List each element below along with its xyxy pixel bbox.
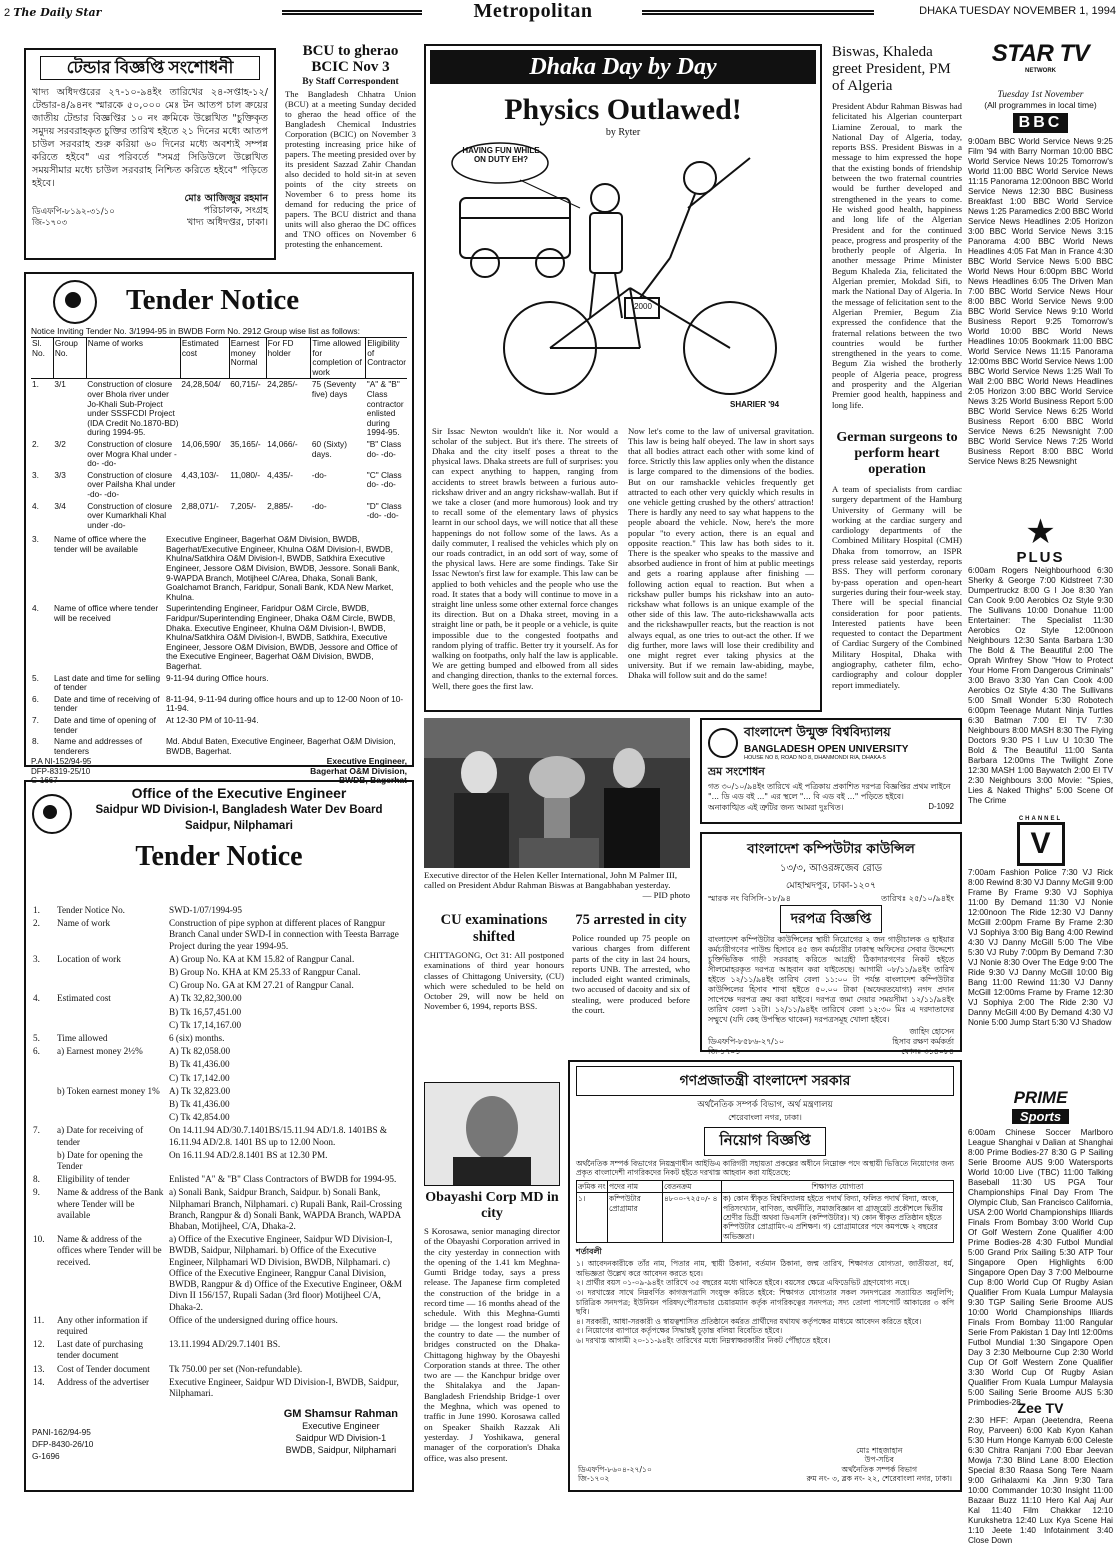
tv-listings	[968, 40, 1114, 1545]
bn-notice-title: টেন্ডার বিজ্ঞপ্তি সংশোধনী	[40, 56, 260, 80]
tender2-sign-2: Saidpur WD Division-1	[295, 1433, 387, 1444]
tender1-sign-3: BWDB, Bagerhat	[338, 775, 407, 786]
ddbd-banner: Dhaka Day by Day	[430, 50, 816, 84]
bcc-ref-1: ডিএফপি-৮৫৮৬-২৭/১০	[708, 1037, 784, 1046]
arrest-story	[572, 912, 690, 1072]
table-row: 4. Estimated cost A) Tk 32,82,300.00	[33, 993, 242, 1004]
bou-body: গত ৩০/১০/৯৪ইং তারিখে এই পত্রিকায় প্রকাশিত দরপত্র বিজ্ঞপ্তির প্রথম লাইনে "... ডি এড বই ..." এর স্থলে "... বি এড বই ..." পড়িতে হইবে।	[708, 782, 951, 801]
bcc-address2: মোহাম্মদপুর, ঢাকা-১২০৭	[785, 881, 877, 891]
bwdb-logo-icon	[53, 280, 97, 324]
masthead-rule-left	[282, 10, 422, 15]
photo1-caption: Executive director of the Helen Keller International, John M Palmer III, called on President Abdur Rahman Biswas at Bangabhaban yesterday. — PID photo	[424, 870, 690, 900]
list-item: 7. Date and time of opening of tender At 12-30 PM of 10-11-94.	[32, 714, 259, 735]
tender2-ref-1: PANI-162/94-95	[32, 1427, 91, 1438]
table-row: B) Group No. KHA at KM 25.33 of Rangpur Canal.	[169, 967, 361, 978]
bou-logo-icon	[708, 728, 738, 758]
bou-correction-notice	[700, 718, 962, 824]
tender2-table	[32, 904, 406, 1400]
cartoon-illustration	[430, 138, 818, 418]
cu-body: CHITTAGONG, Oct 31: All postponed examinations of third year honours classes of Chittagong University, (CU) which were scheduled to be held on October 29, will now be held on November 6, 1994, reports BSS.	[424, 950, 564, 1012]
obayashi-portrait	[424, 1082, 560, 1186]
plus-schedule: 6:00am Rogers Neighbourhood 6:30 Sherky & George 7:00 Kidstreet 7:30 Dumpertruckz 8:00 G I Joe 8:30 Yan Can Cook 9:00 Aerobics Oz Style 9:30 The Sullivans 10:00 Donahue 11:00 Entertainer: The Specialist 11:30 Aerobics Oz Style 12:00noon Neighbours 12:30 Santa Barbara 1:30 The Bold & The Beautiful 2:00 The Oprah Winfrey Show "How to Protect Your Home From Dangerous Criminals" 3:00 Bravo 3:30 Yan Can Cook 4:00 Aerobics Oz Style 4:30 The Sullivans 5:00 Small Wonder 5:30 Robotech 6:00pm Teenage Mutant Ninja Turtles 6:30 Batman 7:00 El TV 7:30 Neighbours 8:00 MASH 8:30 The Flying Doctors 9:30 PS I Luv U 10:30 The Bold & The Beautiful 11:00 Santa Barbara 12:00ms The Twilight Zone 12:30 MASH 1:00 Baywatch 2:00 El TV 2:30 Neighbours 3:00 Movie: "Spies, Lies & Naked Thighs" 5:00 Scene Of The Crime	[968, 566, 1113, 805]
tender2-ref-2: DFP-8430-26/10	[32, 1439, 94, 1450]
prime-logo: PRIME	[1013, 1088, 1068, 1107]
obayashi-headline: Obayashi Corp MD in city	[425, 1190, 559, 1221]
gov-sign-name: মোঃ শাহজাহান	[856, 1445, 903, 1455]
biswas-story	[832, 44, 962, 424]
cu-headline: CU examinations shifted	[440, 912, 548, 945]
list-item: 8. Name and addresses of tenderers Md. Abdul Baten, Executive Engineer, Bagerhat O&M Division, BWDB, Bagerhat.	[32, 736, 396, 756]
ddbd-cartoon	[430, 138, 818, 418]
bou-bn-name: বাংলাদেশ উন্মুক্ত বিশ্ববিদ্যালয়	[744, 724, 891, 739]
tender2-sign-1: Executive Engineer	[302, 1421, 380, 1432]
zee-tv-logo: Zee TV	[1017, 1400, 1064, 1416]
arrest-headline: 75 arrested in city	[575, 912, 687, 928]
bbc-logo: BBC	[1013, 113, 1069, 133]
bcc-title: দরপত্র বিজ্ঞপ্তি	[780, 905, 882, 933]
table-row: 8. Eligibility of tender Enlisted "A" & "B" Class Contractors of BWDB for 1994-95.	[33, 1174, 397, 1185]
plus-star-icon: ★	[1025, 513, 1056, 551]
bn-ref-1: ডিএফপি-৮১৯২-৩১/১০	[32, 206, 115, 217]
section-title: Metropolitan	[473, 0, 593, 22]
cartoon-speech-bubble: HAVING FUN WHILE ON DUTY EH?	[462, 145, 540, 164]
bn-ref-2: জি-১৭০৩	[32, 217, 68, 228]
bcc-date: তারিখঃ ২৫/১০/৯৪ইং	[881, 893, 954, 903]
bcc-name: বাংলাদেশ কম্পিউটার কাউন্সিল	[747, 841, 915, 857]
govt-recruitment-notice	[568, 1060, 962, 1492]
bcc-phone: ফোনঃ ৩১৪০৮৪	[901, 1047, 954, 1056]
table-row: B) Tk 41,436.00	[169, 1059, 230, 1070]
table-row: C) Tk 42,854.00	[169, 1112, 230, 1123]
gov-heading: নিয়োগ বিজ্ঞপ্তি	[704, 1127, 825, 1156]
gov-intro: অর্থনৈতিক সম্পর্ক বিভাগের নিয়ন্ত্রণাধীন আইডিএ কারিগরী সহায়তা প্রকল্পের অধীনে নিম্নোক্ত পদে অস্থায়ী ভিত্তিতে নিয়োগের জন্য প্রকৃত বাংলাদেশী নাগরিকদের নিকট হইতে দরখাস্ত আহবান করা যাইতেছে:	[576, 1159, 954, 1178]
table-row: 7. a) Date for receiving of tender On 14.11.94 AD/30.7.1401BS/15.11.94 AD/1.8. 1401BS & 16.11.94 AD/2.8. 1401 BS up to 12.00 Noon.	[33, 1125, 388, 1147]
list-item: 5. Last date and time for selling of tender 9-11-94 during Office hours.	[32, 672, 269, 693]
ddbd-byline: by Ryter	[605, 126, 641, 138]
tender2-ref-3: G-1696	[32, 1451, 60, 1462]
gov-sub: অর্থনৈতিক সম্পর্ক বিভাগ, অর্থ মন্ত্রণালয়	[697, 1100, 833, 1110]
gov-sign-office: অর্থনৈতিক সম্পর্ক বিভাগ	[841, 1464, 918, 1474]
gov-title: গণপ্রজাতন্ত্রী বাংলাদেশ সরকার	[576, 1066, 954, 1096]
table-row: 1. 3/1 Construction of closure over Bhola river under Jo-Khali Sub-Project under SSSFCDI Project (IDA Credit No.1870-BD) during 1994-95. 24,28,504/ 60,715/- 24,285/- 75 (Seventy five) days "A" & "B" Class contractor enlisted during 1994-95.	[32, 379, 404, 438]
table-row: 9. Name & address of the Bank where Tender will be available a) Sonali Bank, Saidpur Branch, Saidpur. b) Sonali Bank, Nilphamari Branch, Nilphamari. c) Rupali Bank, Rail-Crossing Branch, Rangpur & d) Sonali Bank, WAPDA Branch, WAPDA Bhaban, Motijheel, C/A, Dhaka-2.	[33, 1187, 402, 1232]
ddbd-col1: Sir Issac Newton wouldn't like it. Nor would a scholar of the subject. But it's there. The streets of Dhaka and the city itself poses a threat to the physical laws. Dhaka streets are full of surprises: you can expect anything to happen, ranging from accidents to street brawls between a furious auto-rickshaw driver and an angry rickshaw-wallah. But if we take a closer (and more humorous) look and try to recall some of the elementary laws of physics learnt in our school days, we will notice that all these happenings do not follow some of the laws. As a daily commuter, I realised the vehicles which ply on our roads contradict, in an odd sort of way, some of the physical laws. Here are some findings. Take Sir Issac Newton's first law for example. This law can be applied to both vehicles and the people who use the road. It states that a body will continue to move in a straight line unless some other external force changes its direction. But on a Dhaka street, moving in a straight line or path, be it people or a vehicle, is quite impossible due to the congested footpaths and random plying of traffic. Better try it yourself. As for walking on footpaths, only half the law is applicable. We are getting bumped and elbowed from all sides and changing direction, thanks to the external forces. Well, there goes the first law.	[432, 425, 618, 691]
obayashi-story	[424, 1082, 560, 1492]
obayashi-body: S Korosawa, senior managing director of the Obayashi Corporation arrived in the city yesterday in connection with the opening of the 1.41 km Meghna-Gumti Bridge today, says a press release. The Japanese firm completed the construction of the bridge in a record time — 16 months ahead of the schedule. With this Meghna-Gumti bridge — the longest road bridge of the country to date — the number of bridges constructed on the Dhaka-Chittagong highway by the Obayeshi Corporation stands at three. The other two are — the Kanchpur bridge over the Shitalakya and the Japan-Bangladesh Friendship Bridge-1 over the Meghna, which was opened to traffic in June 1990. Korosawa called on Speaker Shaikh Razzak Ali yesterday. J Yoshikawa, general manager of the corporation's Dhaka office, was also present.	[424, 1226, 560, 1463]
gov-table: ক্রমিক নং পদের নাম বেতনক্রম শিক্ষাগত যোগ্যতা ১। কম্পিউটার প্রোগ্রামার ৪৮০০-৭২৫০/- ৪ ক) কোন স্বীকৃত বিশ্ববিদ্যালয় হইতে পদার্থ বিদ্যা, ফলিত পদার্থ বিদ্যা, অংক, পরিসংখ্যান, বাণিজ্য, অর্থনীতি, সমাজবিজ্ঞান বা গ্রাজুয়েট প্রকৌশলে দ্বিতীয় শ্রেণীর ডিগ্রী অথবা ডিএসসি (কম্পিউটার)। খ) কোন স্বীকৃত প্রতিষ্ঠান হইতে কম্পিউটার প্রোগ্রামিং-এ প্রশিক্ষণ। গ) প্রোগ্রামারের পদে কমপক্ষে ২ বছরের অভিজ্ঞতা।	[576, 1180, 954, 1243]
dateline: DHAKA TUESDAY NOVEMBER 1, 1994	[919, 5, 1116, 17]
gov-ref-1: ডিএফপি-৮৬০৪-২৭/১০	[578, 1464, 652, 1474]
channel-v-schedule: 7:00am Fashion Police 7:30 VJ Rick 8:00 Rewind 8:30 VJ Danny McGill 9:00 Frame By Frame 9:30 VJ Sophiya 11:00 By Demand 11:30 VJ Nonie 12:00noon The Ride 12:30 VJ Danny McGill 2:00pm Frame By Frame 2:30 VJ Sophiya 3:00 Big Bang 4:00 Rewind 4:30 VJ Danny McGill 5:00 The Vibe 5:30 VJ Ruby 7:00pm By Demand 7:30 VJ Nonie 8:30 Over The Edge 9:00 The Ride 9:30 VJ Danny McGill 10:00 Big Bang 11:00 Rewind 11:30 VJ Danny McGill 12:00ms Frame by Frame 12:30 VJ Sophiya 2:00 The Ride 2:30 VJ Danny McGill 4:00 By Demand 4:30 VJ Nonie 5:00 Jump Start 5:30 VJ Shadow	[968, 868, 1113, 1027]
table-row: 10. Name & address of the offices where Tender will be received. a) Office of the Executive Engineer, Saidpur WD Division-I, BWDB, Saidpur, Nilphamari. b) Office of the Executive Engineer, Nilphamari WD Division, BWDB, Nilphamari. c) Office of the Executive Engineer, Rangpur Canal Division, BWDB, Rangpur & d) Office of the Executive Engineer, O&M Divn II 156/157, Rupali Sadan (3rd floor) Motijheel C/A, Dhaka-2.	[33, 1234, 402, 1312]
cartoon-signature: SHARIER '94	[730, 399, 780, 409]
gov-sign-addr: রুম নং- ৩, ব্লক নং- ২২, শেরেবাংলা নগর, ঢাকা।	[806, 1474, 952, 1484]
gov-sub2: শেরেবাংলা নগর, ঢাকা।	[728, 1113, 802, 1122]
table-row: 11. Any other information if required Office of the undersigned during office hours.	[33, 1314, 338, 1336]
masthead-rule-right	[642, 10, 874, 15]
table-row: 4. 3/4 Construction of closure over Kumarkhali Khal under -do- 2,88,071/- 7,205/- 2,885/- -do- "D" Class -do- -do-	[32, 500, 402, 530]
bn-notice-body: খাদ্য অধিদপ্তরের ২৭-১০-৯৪ইং তারিখের ২৪-সপ্তাহ-১২/টেন্ডার-৪/৯৪নং স্মারকে ৫০,০০০ মেঃ টন আতপ চাল ক্রয়ের জাতীয় টেন্ডার বিজ্ঞপ্তির ১০ নং ক্রমিকে উল্লেখিত "চুক্তিকৃত সমুদয় সরবরাহকৃত চুক্তির তারিখ হইতে ২১ দিনের মধ্যে আতপ চাউল সরবরাহ শুরু করিয়া ৬০ দিনের মধ্যে অবশ্যই সম্পন্ন করিতে হইবে" এর পরিবর্তে "সমগ্র সিডিউলে উল্লেখিত সময়সীমার মধ্যে চাউল সরবরাহ নিশ্চিত করিতে হইবে" পড়িতে হইবে।	[32, 86, 268, 189]
bbc-schedule: 9:00am BBC World Service News 9:25 Film '94 with Barry Norman 10:00 BBC World Service News 10:25 Tomorrow's World 11:00 BBC World Service News 11:15 Panorama 12:00noon BBC World Service News 12:30 BBC Business Breakfast 1:00 BBC World Service News 1:25 Paramedics 2:00 BBC World Service News Headlines 2:05 Horizon 3:00 BBC World Service News 3:15 Panorama 4:00 BBC World News Headlines 4:05 Fat Man in France 4:30 BBC World Service News 5:00 BBC World News Hour 6:00pm BBC World News Headlines 6:05 The Driven Man 7:00 BBC World Service News Hour 8:00 BBC World Service News 9:00 BBC World Service News 9:10 World Business Report 9:25 Tomorrow's World 10:00 BBC World News Headlines 10:05 Bookmark 11:00 BBC World Service News 11:15 Panorama 12:00ms BBC World Service News 1:00 BBC World Service News 1:25 Wall To Wall 2:00 BBC World News Headlines 2:05 Horizon 3:00 BBC World Service News 3:25 World Business Report 5:00 BBC World Service News 6:25 World Business Report 6:00 BBC World Service News 6:25 Newsnight 7:00 BBC World Service News 7:25 World Business Report 8:00 BBC World Service News 8:25 Newsnight	[968, 137, 1114, 466]
bn-sign-title: পরিচালক, সংগ্রহ	[203, 204, 268, 216]
bou-footer: অনাকাঙ্খিত এই ত্রুটির জন্য আমরা দুঃখিত।	[708, 803, 844, 812]
list-item: ১। আবেদনকারীকে তাঁর নাম, পিতার নাম, স্থায়ী ঠিকানা, বর্তমান ঠিকানা, জন্ম তারিখ, শিক্ষাগত যোগ্যতা, জাতীয়তা, ধর্ম, অভিজ্ঞতা উল্লেখ করে আবেদন করতে হবে।	[576, 1259, 954, 1278]
arrest-body: Police rounded up 75 people on various charges from different parts of the city in last 24 hours, reports UNB. The arrested, who included eight wanted criminals, two accused of dacoity and six of stealing, were produced before the court.	[572, 933, 690, 1016]
bcc-address1: ১৩/৩, আওরঙ্গজেব রোড	[780, 863, 882, 874]
photo1-credit: — PID photo	[642, 890, 690, 900]
gov-ref-2: জি-১৭০২	[578, 1474, 610, 1484]
tender1-intro: Notice Inviting Tender No. 3/1994-95 in BWDB Form No. 2912 Group wise list as follows:	[31, 326, 360, 336]
table-row: b) Token earnest money 1% A) Tk 32,823.00	[57, 1085, 231, 1096]
zee-schedule: 2:30 HFF: Arpan (Jeetendra, Reena Roy, Parveen) 6:00 Kab Kyon Kahan 5:30 Hum Honge Kamyab 6:00 Celeste 6:30 Chitra Ranjani 7:00 Ebar Jeevan Mowja 7:30 Blind Lane 8:00 Election Special 8:30 Raasa Song Tere Naam 9:00 Grihalaxmi Ka Jinn 9:30 Tara 10:00 Commander 10:30 Insight 11:00 Bazaar Buzz 11:10 Hero Kal Aaj Aur Kal 11:40 Film Chakkar 12:10 Kurukshetra 12:40 Lux Kya Scene Hai 1:10 Jeete 1:40 Infotainment 3:40 Close Down	[968, 1416, 1113, 1545]
star-network-label: NETWORK	[1025, 68, 1056, 74]
photo-president-meeting	[424, 718, 690, 868]
table-row: 3. Location of work A) Group No. KA at KM 15.82 of Rangpur Canal.	[33, 953, 355, 964]
table-row: B) Tk 16,57,451.00	[169, 1006, 242, 1017]
table-row: 2. 3/2 Construction of closure over Mogra Khal under -do- -do- 14,06,590/ 35,165/- 14,066/- 60 (Sixty) days. "B" Class do- -do-	[32, 438, 402, 469]
tender1-table: Sl. No. Group No. Name of works Estimated cost Earnest money Normal For FD holder Time allowed for completion of work Eligibility of Contractor 1. 3/1 Construction of closure over Bhola river under Jo-Khali Sub-Project under SSSFCDI Project (IDA Credit No.1870-BD) during 1994-95. 24,28,504/ 60,715/- 24,285/- 75 (Seventy five) days "A" & "B" Class contractor enlisted during 1994-95. 2. 3/2 Construction of closure over Mogra Khal under -do- -do- 14,06,590/ 35,165/- 14,066/- 60 (Sixty) days. "B" Class do- -do- 3. 3/3 Construction of closure over Pailsha Khal under -do- -do- 4,43,103/- 11,080/- 4,435/- -do- "C" Class do- -do- 4. 3/4 Construction of closure over Kumarkhali Khal under -do- 2,88,071/- 7,205/- 2,885/- -do- "D" Class -do- -do-	[32, 338, 406, 530]
tender1-ref-3: G-1667	[31, 776, 58, 786]
helen-keller-photo-story	[424, 718, 690, 910]
list-item: ৩। দরখাস্তের সাথে নিম্নবর্ণিত কাগজপত্রাদি সংযুক্ত করিতে হইবে: শিক্ষাগত যোগ্যতার সকল সনদপত্রের সত্যায়িত অনুলিপি; চারিত্রিক সনদপত্র; ইউনিয়ন পরিষদ/পৌরসভার চেয়ারম্যান কর্তৃক নাগরিকত্বের সনদপত্র; সদ্য তোলা পাসপোর্ট আকারের ৩ কপি ছবি।	[576, 1288, 954, 1317]
star-tv-logo: STAR TV	[991, 40, 1090, 67]
tv-date: Tuesday 1st November	[997, 90, 1084, 100]
tender-notice-bwdb-bagerhat	[24, 272, 414, 786]
bcc-body: বাংলাদেশ কম্পিউটার কাউন্সিলের স্থায়ী নিয়োগের ২ জন গাড়ীচালক ও হাইয়ার কর্মচারীগণের পাউন্ড হিসাবে ৪৫ জন কর্মচারীর ঢাকাস্থ অফিসের সেবার উদ্দেশ্যে চুক্তিভিত্তিক গাড়ী সরবরাহ করিতে আগ্রহী ঠিকাদারগণের নিকট হইতে সীলমোহরকৃত দরপত্র আহবান করা যাইতেছে। আগামী ০৮/১১/৯৪ইং তারিখ হইতে ১২/১১/৯৪ইং তারিখ বেলা ১১:০০ টা পর্যন্ত বাংলাদেশ কম্পিউটার কাউন্সিলের হিসাব শাখা হইতে ৫০.০০ টাকা (অফেরতযোগ্য) নগদ প্রদান সাপেক্ষে দরপত্র ক্রয় করা যাইবে। দরপত্র জমা দেয়ার সময়সীমা ১২/১১/৯৪ইং তারিখ বেলা ১২টা। ১২/১১/৯৪ইং তারিখে বেলা ১২:৩০ মিঃ এ দরদাতাদের সম্মুখে (যদি কেহ উপস্থিত থাকেন) দরপত্রসমূহ খোলা হইবে।	[708, 935, 954, 1024]
tender1-items	[31, 534, 407, 757]
list-item: 3. Name of office where the tender will be available Executive Engineer, Bagerhat O&M Division, BWDB, Bagerhat/Executive Engineer, Khulna O&M Division-I, BWDB, Khulna/Satkhira O&M Division-I, BWDB, Satkhira Executive Engineer, Jessore O&M Division, BWDB, Jessore. Sonali Bank, 9-WAPDA Branch, Motijheel C/Area, Dhaka, Sonali Bank, Goalchamot Branch, Faridpur, Sonali Bank, KDA New Market, Khulna.	[32, 534, 400, 602]
tender2-title: Tender Notice	[135, 841, 303, 872]
bcc-tender-notice	[700, 832, 962, 1056]
cu-exam-story	[424, 912, 564, 1072]
german-surgeons-story	[832, 430, 962, 730]
tender2-sub2: Saidpur, Nilphamari	[185, 820, 293, 832]
tender1-sign-1: Executive Engineer,	[326, 756, 407, 767]
tender1-ref-1: P.A NI-152/94-95	[31, 757, 92, 767]
table-row: 5. Time allowed 6 (six) months.	[33, 1033, 225, 1044]
biswas-body: President Abdur Rahman Biswas had felicitated his Algerian counterpart Liamine Zeroual, to mark the National Day of Algeria, today, reports BSS. President Biswas in a message to him expressed the hope that the existing bonds of friendship between the two fraternal countries would be further developed and strengthened in the years to come. He wished good health, happiness and long life of the Algerian President and for the continued peace, progress and prosperity of the brotherly people of Algeria. In another message Prime Minister Begum Khaleda Zia, felicitated the Algerian premier, Mokdad Sifi, to mark the National Day of Algeria. In the message of felicitation sent to the Algerian Premier, Begum Zia expressed the confidence that the fraternal relations between the two countries would be further strengthened in the years to come. Begum Zia wished the brotherly people of Algeria peace, progress and prosperity and the Algerian Premier good health, happiness and long life.	[832, 101, 962, 410]
bcu-headline: BCU to gherao BCIC Nov 3	[302, 43, 399, 75]
list-item: 6. Date and time of receiving of tender 8-11-94, 9-11-94 during office hours and up to 12-00 Noon of 10-11-94.	[32, 693, 404, 714]
table-row: 6. a) Earnest money 2½% A) Tk 82,058.00	[33, 1046, 231, 1057]
table-row: 12. Last date of purchasing tender document 13.11.1994 AD/29.7.1401 BS.	[33, 1339, 281, 1361]
bou-en-name: BANGLADESH OPEN UNIVERSITY	[744, 744, 909, 755]
plus-logo: PLUS	[1016, 549, 1065, 566]
gov-terms	[576, 1259, 954, 1345]
list-item: ৬। দরখাস্ত আগামী ২০-১১-৯৪ইং তারিখের মধ্যে নিম্নস্বাক্ষরকারীর নিকট পৌঁছাতে হইবে।	[576, 1336, 831, 1345]
bn-sign-name: মোঃ আজিজুর রহমান	[184, 192, 268, 204]
table-row: C) Tk 17,14,167.00	[169, 1019, 242, 1030]
list-item: ২। প্রার্থীর বয়স ০১-০৯-৯৪ইং তারিখে ৩৫ বছরের মধ্যে থাকিতে হইবে। বয়সের ক্ষেত্রে এফিডেভিট গ্রহণযোগ্য নহে।	[576, 1278, 910, 1288]
tender2-sub1: Saidpur WD Division-I, Bangladesh Water Dev Board	[95, 804, 383, 816]
bcc-sign-title: হিসাব রক্ষণ কর্মকর্তা	[892, 1037, 954, 1046]
bwdb-logo-icon-2	[32, 794, 72, 834]
table-row: b) Date for opening the Tender On 16.11.94 AD/2.8.1401 BS at 12.30 PM.	[57, 1149, 328, 1172]
tender1-sign-2: Bagerhat O&M Division,	[310, 765, 407, 776]
german-headline: German surgeons to perform heart operation	[836, 430, 958, 477]
bcu-body: The Bangladesh Chhatra Union (BCU) at a meeting Sunday decided to gherao the head office of the Bangladesh Chemical Industries Corporation (BCIC) on November 3 protesting increasing price hike of papers. The meeting presided over by its president Sazzad Zahir Chandan also decided to hold sit-in at seven points of the city streets on November 6 to press home its demand for reducing the price of papers. The BCU district and thana units will also gherao the DC offices and TNO offices on November 6 protesting the enhancement.	[285, 89, 416, 250]
ddbd-col2: Now let's come to the law of universal gravitation. This law is being half obeyed. The law in short says that all bodies attract each other with some kind of force. Strictly this law applies only when the distance is large compared to the dimensions of the bodies. But on our ramshackle vehicles frequently get attracted to each other very quickly which results in one vehicle getting crushed by the others' attraction! There is hardly any need to say what happens to the people aboard the vehicle. Now, here's the more popular "to every action, there is an equal and opposite reaction." This law has both sides to it. There is the speaker who speaks to the massive and absorbed audience in front of him at public meetings and gets a roaring applause after finishing — following action equal to reaction. But when a rickshaw puller bumps his rickshaw into an auto-rickshaw what follows is an unique example of the other side of this law. The auto-rickshawwalla acts and the rickshawpuller reacts, but the reaction is not always equal, as one tries to out-act the other. If we dig further, more laws will lose their credibility and one might regret ever taking physics at the university. But if we remain law-abiding, maybe, Dhaka will follow suit and do the same!	[628, 425, 815, 681]
table-row: 3. 3/3 Construction of closure over Pailsha Khal under -do- -do- 4,43,103/- 11,080/- 4,435/- -do- "C" Class do- -do-	[32, 469, 402, 499]
tender1-title: Tender Notice	[126, 284, 300, 316]
list-item: ৪। সরকারী, আধা-সরকারী ও স্বায়ত্বশাসিত প্রতিষ্ঠানে কর্মরত প্রার্থীদের যথাযথ কর্তৃপক্ষের মাধ্যমে আবেদন করিতে হইবে।	[576, 1316, 922, 1326]
gov-sign-title: উপ-সচিব	[864, 1455, 894, 1465]
ddbd-headline: Physics Outlawed!	[504, 93, 742, 126]
bcc-ref-2: জি-১৭০১	[708, 1047, 741, 1056]
bcu-byline: By Staff Correspondent	[302, 76, 399, 87]
table-row: ১। কম্পিউটার প্রোগ্রামার ৪৮০০-৭২৫০/- ৪ ক) কোন স্বীকৃত বিশ্ববিদ্যালয় হইতে পদার্থ বিদ্যা, ফলিত পদার্থ বিদ্যা, অংক, পরিসংখ্যান, বাণিজ্য, অর্থনীতি, সমাজবিজ্ঞান বা গ্রাজুয়েট প্রকৌশলে দ্বিতীয় শ্রেণীর ডিগ্রী অথবা ডিএসসি (কম্পিউটার)। খ) কোন স্বীকৃত প্রতিষ্ঠান হইতে কম্পিউটার প্রোগ্রামিং-এ প্রশিক্ষণ। গ) প্রোগ্রামারের পদে কমপক্ষে ২ বছরের অভিজ্ঞতা।	[578, 1194, 943, 1241]
list-item: ৫। নিয়োগের ব্যাপারে কর্তৃপক্ষের সিদ্ধান্তই চূড়ান্ত বলিয়া বিবেচিত হইবে।	[576, 1326, 783, 1336]
german-body: A team of specialists from cardiac surgery department of the Hamburg University of Germany will be working at the cardiac surgery and cardiology departments of the Combined Military Hospital (CMH) Dhaka from tomorrow, an ISPR press release said yesterday, reports BSS. They will perform coronary by-pass operation and open-heart surgeries during their four-week stay. There will be special financial consideration for poor patients. Interested patients have been requested to contact the Department of Cardiac Surgery of the Combined Military Hospital, Dhaka with angiography, catheter film, echo-cardiography and colour doppler report immediately.	[832, 484, 962, 690]
dhaka-day-by-day-feature	[424, 44, 822, 712]
prime-schedule: 6:00am Chinese Soccer Marlboro League Shanghai v Dalian at Shanghai 8:00 Prime Bodies-27 8:30 G P Sailing Serie Broome AUS 9:00 Watersports World 10:00 Live (TBC) 11:00 Talking Baseball 11:30 US PGA Tour Championships Final Day From The Olympic Club, San Francisco California, USA 2:00 World Championships Illiards Finals From Bombay 3:00 World Cup Of Golf Western Zone Qualifier 4:00 Prime Bodies-28 4:30 Futbol Mundial 5:00 Grand Prix Sailing 5:30 ATP Tour Singapore Open Highlights 6:00 Singapore Open Day 3 7:00 Melbourne Cup 8:00 World Cup Of Rugby Asian Qualifier From Kuala Lumpur Malaysia 9:30 TGP Sailing Serie Broome AUS 10:00 World Championships Illiards Finals From Bombay 11:00 Rangular Serie From Pakistan 1 Day Intl 12:00ms Futbol Mundial 1:30 Singapore Open Day 3 2:30 Melbourne Cup 2:30 World Cup Of Golf Western Zone Qualifier 3:30 World Cup Of Rugby Asian Qualifier From Kuala Lumpur Malaysia 5:00 Sailing Serie Broome AUS 5:30 Primbodies-28	[968, 1128, 1113, 1407]
tender2-sign-name: GM Shamsur Rahman	[283, 1408, 398, 1421]
table-row: C) Group No. GA at KM 27.21 of Rangpur Canal.	[169, 980, 354, 991]
table-row: 13. Cost of Tender document Tk 750.00 per set (Non-refundable).	[33, 1363, 303, 1374]
biswas-headline: Biswas, Khaleda greet President, PM of Algeria	[832, 44, 951, 94]
bou-ref: D-1092	[928, 802, 954, 811]
gov-terms-title: শর্তাবলী	[576, 1247, 602, 1257]
bcc-sign-name: জাহিদ হোসেন	[909, 1027, 954, 1036]
bengali-tender-correction	[24, 48, 276, 260]
channel-v-logo: V	[1017, 822, 1065, 866]
table-row: 14. Address of the advertiser Executive Engineer, Saidpur WD Division-I, BWDB, Saidpur, Nilphamari.	[33, 1376, 399, 1398]
tender2-sign-3: BWDB, Saidpur, Nilphamari	[285, 1445, 397, 1456]
tv-note: (All programmes in local time)	[984, 100, 1097, 110]
v-channel-label: CHANNEL	[1018, 816, 1063, 822]
table-row: 1. Tender Notice No. SWD-1/07/1994-95	[33, 905, 242, 915]
bcc-memo: স্মারক নং বিসিসি-১৮/৯৪	[708, 893, 792, 903]
tender2-office: Office of the Executive Engineer	[131, 785, 347, 801]
bou-title: ভ্রম সংশোধন	[708, 765, 765, 778]
page-number: 2 The Daily Star	[4, 6, 102, 19]
table-row: 2. Name of work Construction of pipe syphon at different places of Rangpur Branch Canal under SWD-I in connection with Teesta Barrage Project during the year 1994-95.	[33, 918, 399, 951]
prime-sports-label: Sports	[1012, 1109, 1069, 1124]
table-row: B) Tk 41,436.00	[169, 1099, 230, 1110]
tender-notice-saidpur	[24, 780, 414, 1492]
cartoon-plate: 2000	[634, 301, 652, 311]
tender1-ref-2: DFP-8319-25/10	[31, 766, 91, 776]
table-row: C) Tk 17,142.00	[169, 1072, 230, 1083]
bcu-story	[285, 44, 416, 266]
bou-address: HOUSE NO 8, ROAD NO 8, DHANMONDI R/A, DHAKA-5	[744, 755, 886, 761]
list-item: 4. Name of office where tender will be received Superintending Engineer, Faridpur O&M Circle, BWDB, Faridpur/Superintending Engineer, Dhaka O&M Circle, BWDB, Dhaka. Executive Engineer, Khulna O&M Division-I, BWDB, Khulna/Satkhira O&M Division-I, BWDB, Satkhira, Executive Engineer, Jessore O&M Division, BWDB, Jessore and Office of the Executive Engineer, Bagerhat O&M Division, BWDB, Bagerhat.	[32, 603, 398, 671]
bn-sign-office: খাদ্য অধিদপ্তর, ঢাকা।	[186, 216, 268, 228]
